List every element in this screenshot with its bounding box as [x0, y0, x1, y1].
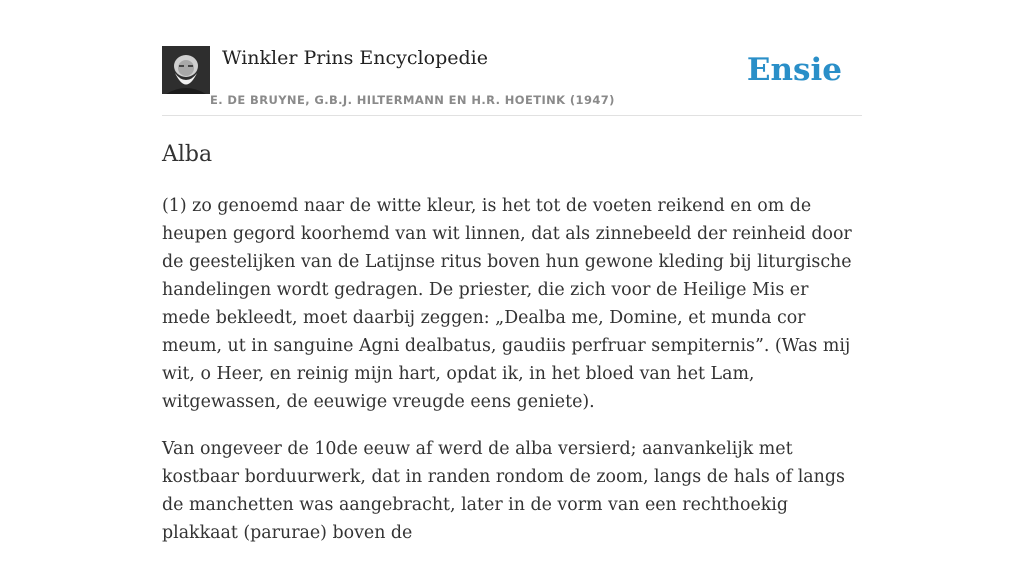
- article-paragraph: Van ongeveer de 10de eeuw af werd de alba versierd; aanvankelijk met kostbaar borduurwerk, dat in randen rondom de zoom, langs de hals of langs de manchetten was aangebracht, later in de vorm van een rechthoekig plakkaat (parurae) boven de: [162, 439, 845, 543]
- ensie-logo[interactable]: Ensie: [746, 52, 842, 88]
- source-title[interactable]: Winkler Prins Encyclopedie: [222, 47, 488, 69]
- source-authors: E. DE BRUYNE, G.B.J. HILTERMANN EN H.R. HOETINK (1947): [210, 93, 615, 107]
- article-paragraph: (1) zo genoemd naar de witte kleur, is het tot de voeten reikend en om de heupen gegord koorhemd van wit linnen, dat als zinnebeeld der reinheid door de geestelijken van de Latijnse ritus boven hun gewone kleding bij liturgische handelingen wordt gedragen. De priester, die zich voor de Heilige Mis er mede bekleedt, moet daarbij zeggen: „Dealba me, Domine, et munda cor meum, ut in sanguine Agni dealbatus, gaudiis perfruar sempiternis”. (Was mij wit, o Heer, en reinig mijn hart, opdat ik, in het bloed van het Lam, witgewassen, de eeuwige vreugde eens geniete).: [162, 196, 852, 412]
- author-avatar[interactable]: [162, 46, 210, 94]
- source-header: [162, 46, 862, 116]
- portrait-icon: [162, 46, 210, 94]
- article-title: Alba: [162, 142, 213, 167]
- article-body: [162, 192, 862, 566]
